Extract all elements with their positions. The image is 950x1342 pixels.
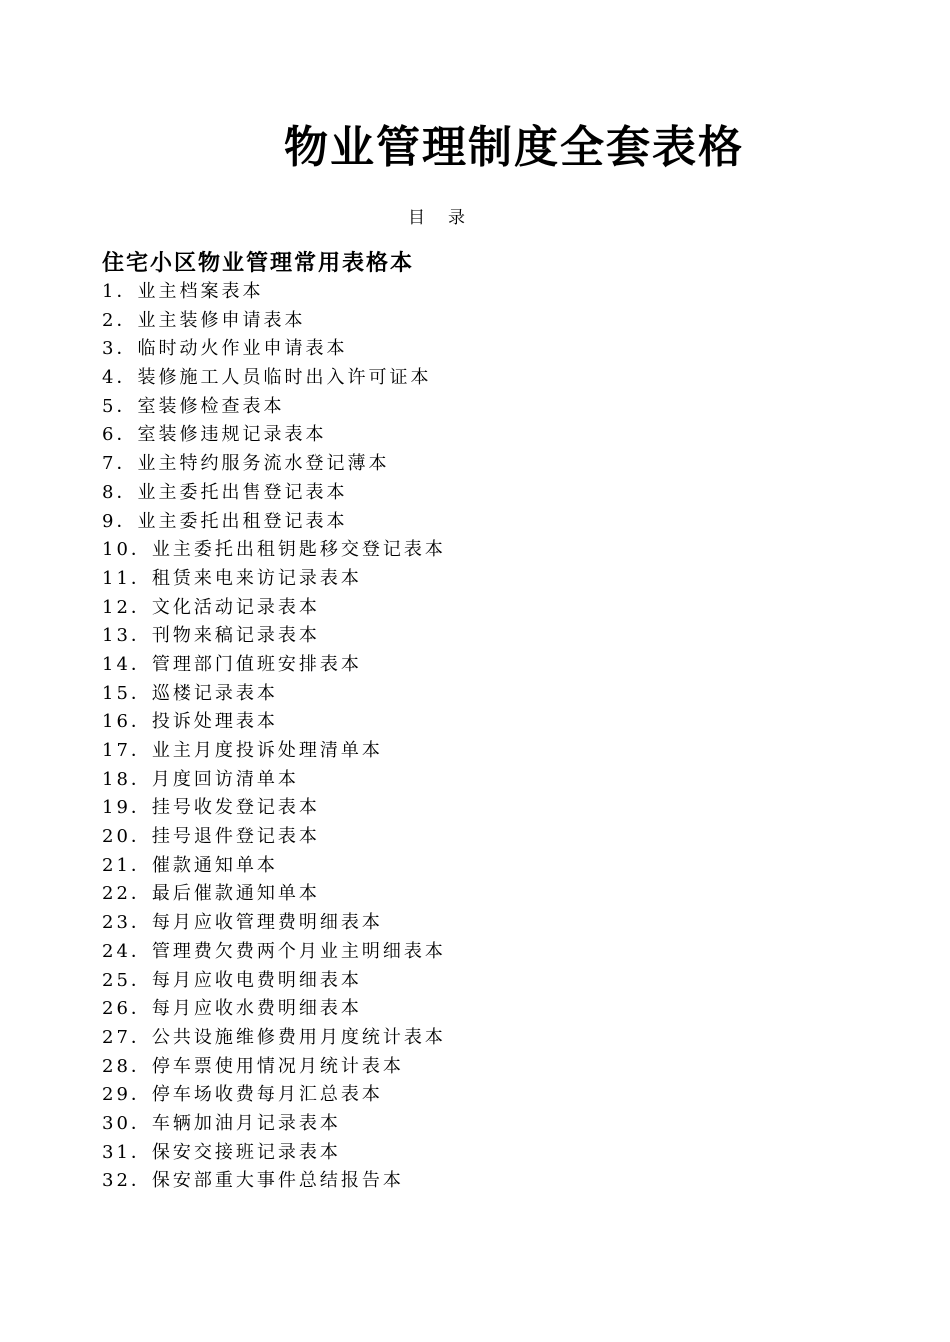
toc-item: 18．月度回访清单本 xyxy=(102,768,299,790)
toc-item: 26．每月应收水费明细表本 xyxy=(102,998,362,1020)
toc-item: 17．业主月度投诉处理清单本 xyxy=(102,740,383,761)
toc-item: 9．业主委托出租登记表本 xyxy=(102,510,348,532)
toc-item: 29．停车场收费每月汇总表本 xyxy=(102,1084,383,1106)
document-title: 物业管理制度全套表格 xyxy=(284,122,744,173)
toc-item: 12．文化活动记录表本 xyxy=(102,596,320,618)
toc-item: 7．业主特约服务流水登记薄本 xyxy=(102,453,390,475)
toc-item: 5．室装修检查表本 xyxy=(102,395,285,417)
toc-item: 13．刊物来稿记录表本 xyxy=(102,625,320,647)
toc-item: 21．催款通知单本 xyxy=(102,854,278,876)
toc-item: 8．业主委托出售登记表本 xyxy=(102,481,348,503)
toc-heading-right: 录 xyxy=(448,208,466,228)
toc-item: 14．管理部门值班安排表本 xyxy=(102,653,362,675)
toc-item: 30．车辆加油月记录表本 xyxy=(102,1112,341,1134)
toc-item: 25．每月应收电费明细表本 xyxy=(102,969,362,991)
toc-item: 32．保安部重大事件总结报告本 xyxy=(102,1170,404,1192)
toc-heading-left: 目 xyxy=(408,208,426,228)
toc-item: 24．管理费欠费两个月业主明细表本 xyxy=(102,940,446,962)
toc-item: 10．业主委托出租钥匙移交登记表本 xyxy=(102,539,446,561)
toc-item: 28．停车票使用情况月统计表本 xyxy=(102,1055,404,1077)
toc-item: 27．公共设施维修费用月度统计表本 xyxy=(102,1026,446,1048)
toc-item: 23．每月应收管理费明细表本 xyxy=(102,912,383,934)
toc-item: 31．保安交接班记录表本 xyxy=(102,1141,341,1163)
toc-item: 11．租赁来电来访记录表本 xyxy=(102,567,362,589)
toc-item: 22．最后催款通知单本 xyxy=(102,883,320,905)
toc-list xyxy=(102,278,446,1196)
toc-item: 16．投诉处理表本 xyxy=(102,711,278,733)
toc-heading xyxy=(408,206,466,230)
toc-item: 20．挂号退件登记表本 xyxy=(102,826,320,848)
section-title: 住宅小区物业管理常用表格本 xyxy=(102,250,415,276)
toc-item: 6．室装修违规记录表本 xyxy=(102,424,327,446)
toc-item: 4．装修施工人员临时出入许可证本 xyxy=(102,367,432,389)
toc-item: 1．业主档案表本 xyxy=(102,281,264,302)
toc-item: 15．巡楼记录表本 xyxy=(102,682,278,704)
toc-item: 2．业主装修申请表本 xyxy=(102,309,306,331)
toc-item: 19．挂号收发登记表本 xyxy=(102,797,320,819)
toc-item: 3．临时动火作业申请表本 xyxy=(102,338,348,360)
